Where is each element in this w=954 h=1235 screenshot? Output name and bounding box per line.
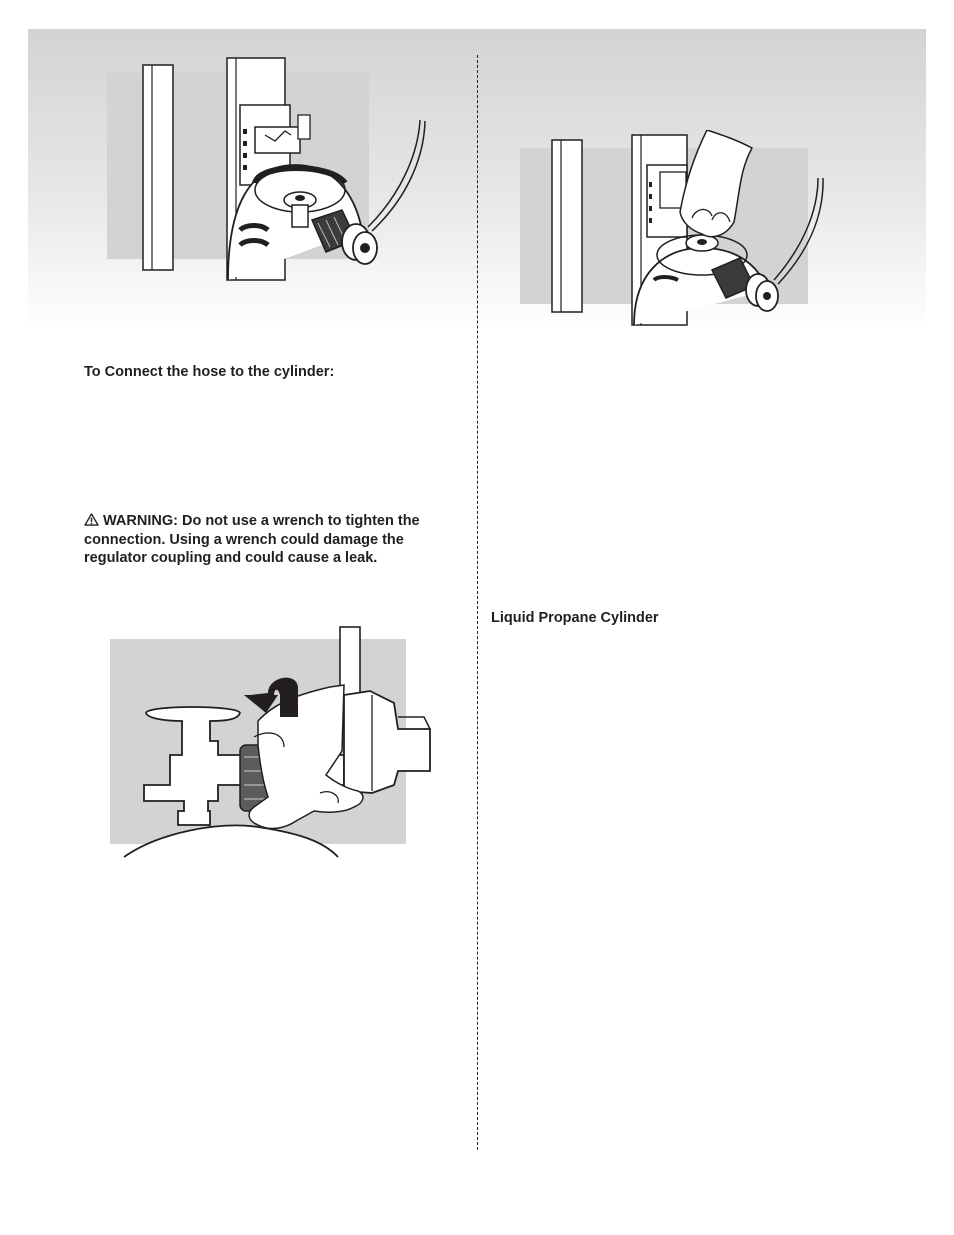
warning-paragraph [84, 512, 456, 568]
warning-triangle-icon [84, 513, 99, 526]
column-divider [477, 55, 478, 1150]
warning-text: WARNING: Do not use a wrench to tighten the connection. Using a wrench could damage the regulator coupling and could cause a leak. [84, 513, 420, 566]
figure-tighten-coupling [108, 625, 438, 860]
figure-cylinder-regulator-right [512, 130, 842, 330]
connect-hose-heading: To Connect the hose to the cylinder: [84, 364, 335, 380]
lp-cylinder-heading: Liquid Propane Cylinder [491, 610, 659, 626]
figure-cylinder-regulator-left [100, 55, 440, 285]
